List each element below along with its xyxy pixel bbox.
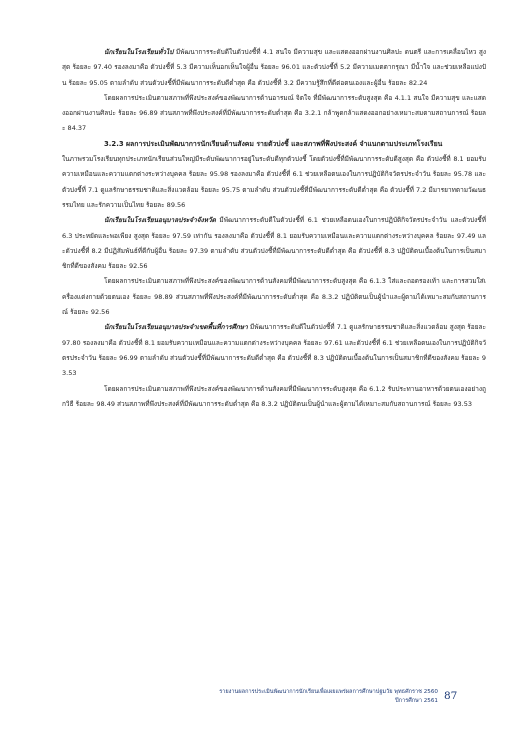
- footer-report-title: [180, 688, 438, 706]
- general-schools-text: มีพัฒนาการระดับดีในตัวบ่งชี้ที่ 4.1 สนใจ มีความสุข และแสดงออกผ่านงานศิลปะ ดนตรี และการเคลื่อนไหว สูงสุด ร้อยละ 97.40 รองลงมาคือ ตัวบ่งชี้ที่ 5.3 มีความเห็นอกเห็นใจผู้อื่น ร้อยละ 96.01 และตัวบ่งชี้ที่ 5.2 มีความเมตตากรุณา มีน้ำใจ และช่วยเหลือแบ่งปัน ร้อยละ 95.05 ตามลำดับ ส่วนตัวบ่งชี้ที่มีพัฒนาการระดับดีต่ำสุด คือ ตัวบ่งชี้ที่ 3.2 มีความรู้สึกที่ดีต่อตนเองและผู้อื่น ร้อยละ 82.24: [62, 48, 486, 87]
- section-heading-social: 3.2.3 ผลการประเมินพัฒนาการนักเรียนด้านสังคม รายตัวบ่งชี้ และสภาพที่พึงประสงค์ จำแนกตามประเภทโรงเรียน: [104, 139, 443, 148]
- district-schools-text: มีพัฒนาการระดับดีในตัวบ่งชี้ที่ 7.1 ดูแลรักษาธรรมชาติและสิ่งแวดล้อม สูงสุด ร้อยละ 97.80 รองลงมาคือ ตัวบ่งชี้ที่ 8.1 ยอมรับความเหมือนและความแตกต่างระหว่างบุคคล ร้อยละ 97.61 และตัวบ่งชี้ที่ 6.1 ช่วยเหลือตนเองในการปฏิบัติกิจวัตรประจำวัน ร้อยละ 96.99 ตามลำดับ ส่วนตัวบ่งชี้ที่มีพัฒนาการระดับดีต่ำสุด คือ ตัวบ่งชี้ที่ 8.3 ปฏิบัติตนเบื้องต้นในการเป็นสมาชิกที่ดีของสังคม ร้อยละ 93.53: [62, 323, 487, 378]
- paragraph-provincial-schools: [62, 213, 486, 274]
- paragraph-social-overview: ในภาพรวมโรงเรียนทุกประเภทนักเรียนส่วนใหญ่มีระดับพัฒนาการอยู่ในระดับดีทุกตัวบ่งชี้ โดยตัวบ่งชี้ที่มีพัฒนาการระดับดีสูงสุด คือ ตัวบ่งชี้ที่ 8.1 ยอมรับความเหมือนและความแตกต่างระหว่างบุคคล ร้อยละ 95.98 รองลงมาคือ ตัวบ่งชี้ที่ 6.1 ช่วยเหลือตนเองในการปฏิบัติกิจวัตรประจำวัน ร้อยละ 95.78 และตัวบ่งชี้ที่ 7.1 ดูแลรักษาธรรมชาติและสิ่งแวดล้อม ร้อยละ 95.75 ตามลำดับ ส่วนตัวบ่งชี้ที่มีพัฒนาการระดับดีต่ำสุด คือ ตัวบ่งชี้ที่ 7.2 มีมารยาทตามวัฒนธรรมไทย และรักความเป็นไทย ร้อยละ 89.56: [62, 155, 486, 209]
- footer-line-2: ปีการศึกษา 2561: [395, 698, 438, 704]
- page-number: 87: [444, 690, 458, 702]
- provincial-schools-heading: นักเรียนในโรงเรียนอนุบาลประจำจังหวัด: [104, 216, 216, 225]
- provincial-schools-text: มีพัฒนาการระดับดีในตัวบ่งชี้ที่ 6.1 ช่วยเหลือตนเองในการปฏิบัติกิจวัตรประจำวัน และตัวบ่งชี้ที่ 6.3 ประหยัดและพอเพียง สูงสุด ร้อยละ 97.59 เท่ากัน รองลงมาคือ ตัวบ่งชี้ที่ 8.1 ยอมรับความเหมือนและความแตกต่างระหว่างบุคคล ร้อยละ 97.49 และตัวบ่งชี้ที่ 8.2 มีปฏิสัมพันธ์ที่ดีกับผู้อื่น ร้อยละ 97.39 ตามลำดับ ส่วนตัวบ่งชี้ที่มีพัฒนาการระดับดีต่ำสุด คือ ตัวบ่งชี้ที่ 8.3 ปฏิบัติตนเบื้องต้นในการเป็นสมาชิกที่ดีของสังคม ร้อยละ 92.56: [62, 216, 486, 271]
- footer-line-1: รายงานผลการประเมินพัฒนาการนักเรียนเพื่อเผยแพร่ผลการศึกษาปฐมวัย พุทธศักราช 2560: [219, 689, 438, 695]
- page-footer: [180, 688, 480, 718]
- paragraph-general-schools: [62, 45, 486, 91]
- document-body: [62, 45, 486, 412]
- paragraph-district-summary: โดยผลการประเมินตามสภาพที่พึงประสงค์ของพัฒนาการด้านสังคมที่มีพัฒนาการระดับสูงสุด คือ 6.1.2 รับประทานอาหารด้วยตนเองอย่างถูกวิธี ร้อยละ 98.49 ส่วนสภาพที่พึงประสงค์ที่มีพัฒนาการระดับต่ำสุด คือ 8.3.2 ปฏิบัติตนเป็นผู้นำและผู้ตามได้เหมาะสมกับสถานการณ์ ร้อยละ 93.53: [62, 384, 486, 408]
- district-schools-heading: นักเรียนในโรงเรียนอนุบาลประจำเขตพื้นที่การศึกษา: [104, 323, 248, 332]
- paragraph-district-schools: [62, 320, 486, 381]
- paragraph-provincial-summary: โดยผลการประเมินตามสภาพที่พึงประสงค์ของพัฒนาการด้านสังคมที่มีพัฒนาการระดับสูงสุด คือ 6.1.3 ใส่และถอดรองเท้า และการสวมใส่เครื่องแต่งกายด้วยตนเอง ร้อยละ 98.89 ส่วนสภาพที่พึงประสงค์ที่มีพัฒนาการระดับต่ำสุด คือ 8.3.2 ปฏิบัติตนเป็นผู้นำและผู้ตามได้เหมาะสมกับสถานการณ์ ร้อยละ 92.56: [62, 277, 486, 317]
- paragraph-emotional-summary: โดยผลการประเมินตามสภาพที่พึงประสงค์ของพัฒนาการด้านอารมณ์ จิตใจ ที่มีพัฒนาการระดับสูงสุด คือ 4.1.1 สนใจ มีความสุข และแสดงออกผ่านงานศิลปะ ร้อยละ 96.89 ส่วนสภาพที่พึงประสงค์ที่มีพัฒนาการระดับต่ำสุด คือ 3.2.1 กล้าพูดกล้าแสดงออกอย่างเหมาะสมตามสถานการณ์ ร้อยละ 84.37: [62, 93, 486, 133]
- general-schools-heading: นักเรียนในโรงเรียนทั่วไป: [104, 48, 174, 56]
